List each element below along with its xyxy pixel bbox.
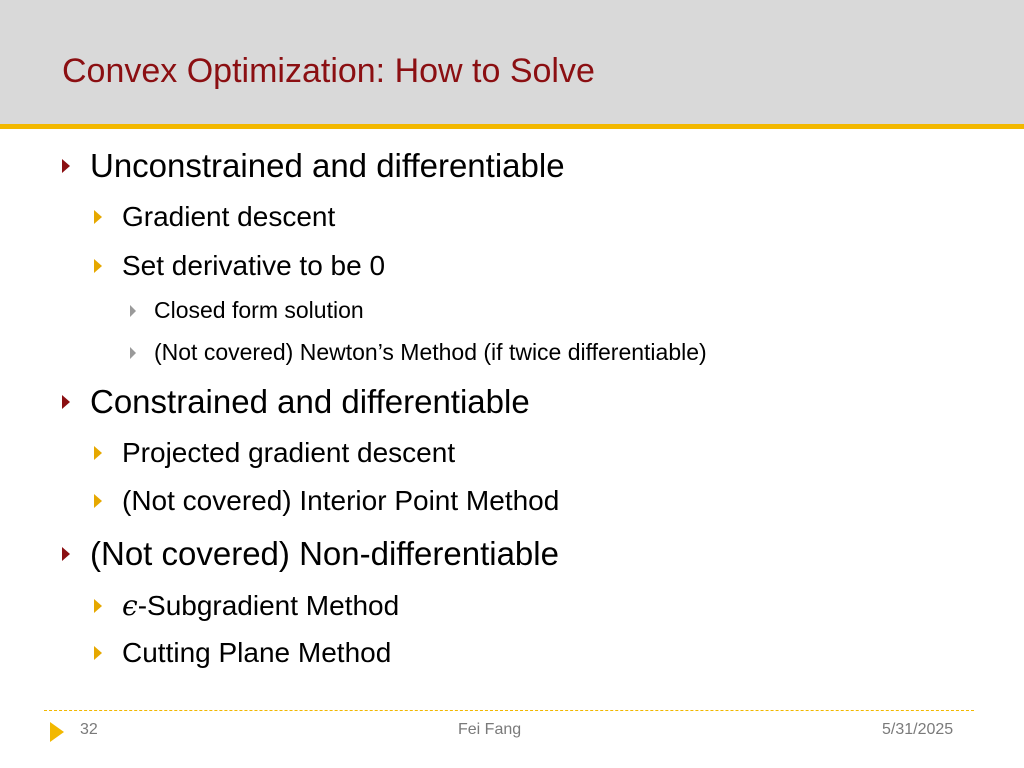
subgradient-label: -Subgradient Method bbox=[137, 590, 400, 621]
bullet-text: Cutting Plane Method bbox=[122, 637, 392, 668]
footer-divider bbox=[44, 710, 974, 711]
bullet-text: Projected gradient descent bbox=[122, 437, 456, 468]
bullet-arrow-icon bbox=[94, 599, 102, 613]
bullet-arrow-icon bbox=[94, 446, 102, 460]
footer-arrow-icon bbox=[50, 722, 64, 742]
bullet-set-derivative bbox=[94, 250, 385, 282]
bullet-text: (Not covered) Interior Point Method bbox=[122, 485, 560, 516]
page-number: 32 bbox=[80, 721, 98, 738]
bullet-text: (Not covered) Newton’s Method (if twice differentiable) bbox=[154, 339, 707, 365]
bullet-gradient-descent bbox=[94, 201, 335, 233]
footer-author: Fei Fang bbox=[458, 721, 522, 738]
bullet-arrow-icon bbox=[94, 259, 102, 273]
bullet-arrow-icon bbox=[62, 159, 70, 173]
bullet-arrow-icon bbox=[94, 494, 102, 508]
slide-title: Convex Optimization: How to Solve bbox=[62, 52, 595, 90]
bullet-unconstrained bbox=[62, 147, 565, 185]
bullet-text: Set derivative to be 0 bbox=[122, 250, 386, 281]
bullet-newtons-method bbox=[130, 339, 707, 366]
bullet-text: Constrained and differentiable bbox=[90, 383, 530, 420]
bullet-closed-form bbox=[130, 297, 364, 324]
bullet-text: Closed form solution bbox=[154, 297, 364, 323]
footer-date: 5/31/2025 bbox=[882, 721, 954, 738]
epsilon-symbol: ϵ bbox=[122, 589, 138, 622]
bullet-subgradient bbox=[94, 589, 399, 622]
bullet-arrow-icon bbox=[94, 646, 102, 660]
bullet-text: Unconstrained and differentiable bbox=[90, 147, 565, 184]
bullet-text: (Not covered) Non-differentiable bbox=[90, 535, 559, 572]
bullet-cutting-plane bbox=[94, 637, 391, 669]
bullet-projected-gradient bbox=[94, 437, 455, 469]
bullet-arrow-icon bbox=[62, 395, 70, 409]
bullet-constrained bbox=[62, 383, 530, 421]
bullet-arrow-icon bbox=[130, 305, 136, 317]
bullet-arrow-icon bbox=[94, 210, 102, 224]
bullet-interior-point bbox=[94, 485, 559, 517]
bullet-text bbox=[122, 589, 399, 622]
bullet-non-differentiable bbox=[62, 535, 559, 573]
bullet-arrow-icon bbox=[130, 347, 136, 359]
bullet-text: Gradient descent bbox=[122, 201, 336, 232]
bullet-arrow-icon bbox=[62, 547, 70, 561]
